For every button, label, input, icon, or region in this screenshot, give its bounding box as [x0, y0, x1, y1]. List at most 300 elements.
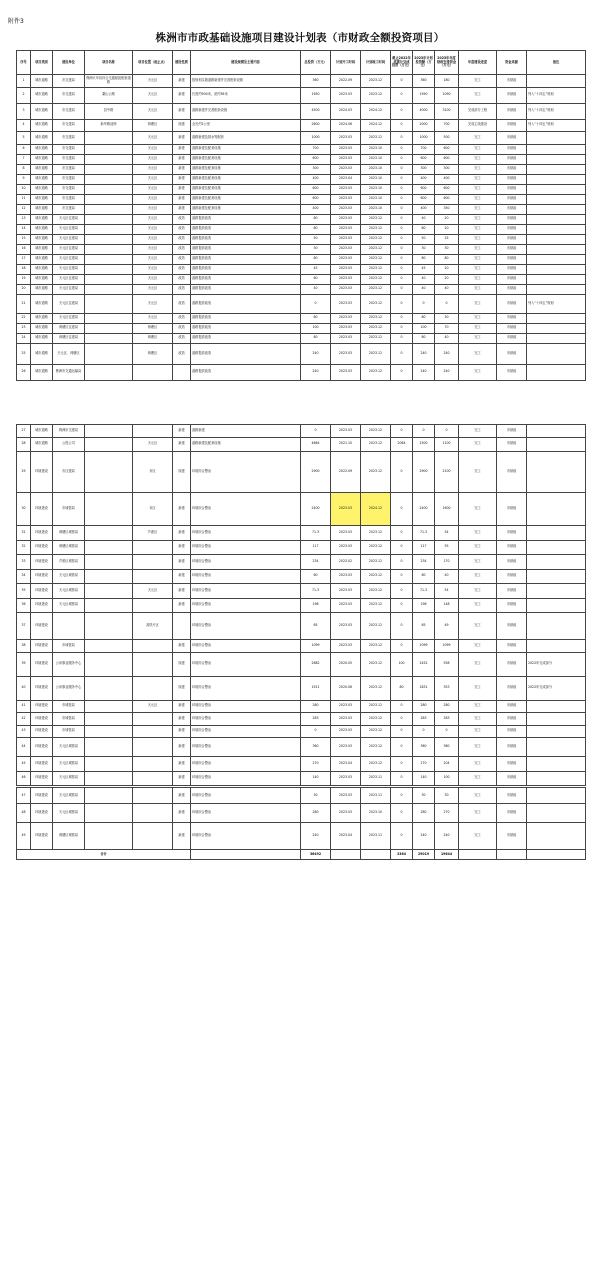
project-table-page-3: [16, 787, 586, 860]
table-cell: 天元区城管局: [53, 598, 85, 613]
table-cell: 公用事业服务中心: [53, 652, 85, 676]
table-cell: 41: [17, 700, 31, 713]
table-cell: 改造: [173, 244, 191, 254]
table-cell: 完工: [459, 569, 497, 584]
table-cell: [85, 214, 133, 224]
table-cell: 1600: [435, 493, 459, 526]
table-cell: 环境综合整治: [191, 584, 301, 599]
table-cell: 道路新建及配套设施: [191, 204, 301, 214]
header-cell: 项目位置（起止点）: [133, 51, 173, 75]
table-cell: 完工: [459, 700, 497, 713]
table-cell: 城市道路: [31, 164, 53, 174]
table-cell: [459, 850, 497, 860]
table-cell: 市交建局: [53, 75, 85, 88]
table-cell: [527, 713, 586, 726]
table-cell: 市财政: [497, 598, 527, 613]
table-cell: 市财政: [497, 224, 527, 234]
table-cell: 天元区: [133, 174, 173, 184]
table-cell: 道路提质改造: [191, 264, 301, 274]
table-cell: 240: [301, 364, 331, 380]
table-cell: 市交建局: [53, 204, 85, 214]
table-cell: 50: [413, 234, 435, 244]
table-cell: 2023.12: [361, 652, 391, 676]
table-row: [17, 584, 586, 599]
table-cell: 城市道路: [31, 224, 53, 234]
table-sheet-1: [16, 50, 585, 381]
table-cell: 280: [301, 700, 331, 713]
table-cell: [527, 540, 586, 555]
table-row: [17, 757, 586, 772]
table-cell: 2023.12: [361, 598, 391, 613]
table-cell: 360: [301, 738, 331, 757]
table-cell: 新建: [173, 194, 191, 204]
table-cell: 34: [17, 569, 31, 584]
table-cell: 道路提质改造: [191, 274, 301, 284]
table-cell: 新建: [173, 640, 191, 653]
table-cell: 市交建局: [53, 184, 85, 194]
table-cell: 0: [391, 526, 413, 541]
header-cell: 序号: [17, 51, 31, 75]
table-cell: 0: [391, 264, 413, 274]
table-cell: 市财政: [497, 313, 527, 323]
project-table-page-1: [16, 50, 586, 381]
table-cell: 80: [391, 676, 413, 700]
table-cell: 2023.03: [331, 184, 361, 194]
table-row: [17, 244, 586, 254]
table-row: [17, 700, 586, 713]
table-cell: 2023.11: [361, 823, 391, 850]
table-cell: 700: [413, 144, 435, 154]
table-cell: 2600: [301, 119, 331, 132]
table-cell: 300: [301, 164, 331, 174]
table-cell: 400: [413, 174, 435, 184]
table-cell: 0: [391, 224, 413, 234]
table-cell: 2023.03: [331, 164, 361, 174]
table-cell: 完工: [459, 640, 497, 653]
table-cell: 0: [391, 204, 413, 214]
total-row: [17, 850, 586, 860]
table-cell: 新建: [173, 555, 191, 570]
table-cell: [85, 452, 133, 493]
table-cell: [85, 700, 133, 713]
table-cell: 0: [391, 119, 413, 132]
table-cell: 环境建设: [31, 771, 53, 786]
table-cell: 2023.03: [331, 194, 361, 204]
table-cell: 公用事业服务中心: [53, 676, 85, 700]
header-cell: 项目类别: [31, 51, 53, 75]
table-cell: [133, 771, 173, 786]
table-cell: 城市道路: [31, 364, 53, 380]
table-cell: 完工: [459, 584, 497, 599]
table-cell: 完工: [459, 598, 497, 613]
table-cell: 天元区: [133, 204, 173, 214]
table-row: [17, 313, 586, 323]
table-cell: 31: [17, 526, 31, 541]
table-cell: 市财政: [497, 244, 527, 254]
table-cell: 2023.03: [331, 132, 361, 145]
table-cell: 14: [17, 224, 31, 234]
table-cell: 市区: [133, 452, 173, 493]
table-cell: [527, 284, 586, 294]
table-cell: 24: [17, 333, 31, 343]
table-cell: 新建: [173, 154, 191, 164]
table-cell: 0: [391, 132, 413, 145]
table-cell: 65: [413, 613, 435, 640]
table-row: [17, 569, 586, 584]
table-cell: 25: [17, 343, 31, 364]
table-cell: 43: [17, 725, 31, 738]
table-cell: 改造: [173, 343, 191, 364]
table-cell: 0: [435, 294, 459, 313]
table-cell: 360: [435, 738, 459, 757]
table-cell: 市交建局: [53, 132, 85, 145]
table-cell: 天元区: [133, 284, 173, 294]
table-cell: 完工: [459, 144, 497, 154]
table-cell: [527, 569, 586, 584]
table-cell: 180: [435, 75, 459, 88]
table-cell: 天元区: [133, 164, 173, 174]
table-cell: 2023.03: [331, 771, 361, 786]
table-cell: 道路新建及配套设施: [191, 194, 301, 204]
table-cell: 天元区住建局: [53, 234, 85, 244]
table-cell: [133, 738, 173, 757]
table-cell: 40: [413, 284, 435, 294]
header-cell: 备注: [527, 51, 586, 75]
table-cell: 80: [301, 224, 331, 234]
table-cell: 城市道路: [31, 274, 53, 284]
table-cell: 城市道路: [31, 214, 53, 224]
table-cell: 80: [413, 254, 435, 264]
table-cell: 道路提质改造: [191, 364, 301, 380]
table-cell: 54: [435, 526, 459, 541]
table-cell: 环境建设: [31, 640, 53, 653]
table-cell: 42: [17, 713, 31, 726]
table-cell: [527, 437, 586, 452]
table-cell: 80: [413, 313, 435, 323]
table-cell: 17: [17, 254, 31, 264]
table-cell: 天元区住建局: [53, 284, 85, 294]
table-row: [17, 224, 586, 234]
table-cell: 2900: [413, 452, 435, 493]
table-cell: [85, 154, 133, 164]
table-cell: 1099: [301, 640, 331, 653]
table-row: [17, 164, 586, 174]
table-cell: [527, 313, 586, 323]
table-cell: [85, 313, 133, 323]
table-cell: 21: [17, 294, 31, 313]
table-cell: 0: [391, 254, 413, 264]
table-cell: 2023.12: [361, 640, 391, 653]
table-row: [17, 333, 586, 343]
table-cell: 城市道路: [31, 294, 53, 313]
table-cell: 城市道路: [31, 254, 53, 264]
table-cell: 道路提质改造: [191, 333, 301, 343]
table-cell: 完工: [459, 738, 497, 757]
table-cell: 2023.12: [361, 244, 391, 254]
table-cell: [527, 598, 586, 613]
table-cell: 0: [391, 569, 413, 584]
table-cell: 列入“十四五”规划: [527, 103, 586, 119]
table-cell: 环境建设: [31, 676, 53, 700]
table-cell: 天元区住建局: [53, 313, 85, 323]
table-cell: 117: [301, 540, 331, 555]
table-cell: 80: [301, 214, 331, 224]
table-cell: 市交建局: [53, 164, 85, 174]
table-cell: [85, 738, 133, 757]
table-cell: [527, 823, 586, 850]
table-row: [17, 725, 586, 738]
table-cell: [527, 771, 586, 786]
table-cell: 市财政: [497, 333, 527, 343]
table-cell: [527, 757, 586, 772]
table-cell: 600: [301, 194, 331, 204]
header-cell: 计划开工时间: [331, 51, 361, 75]
table-cell: 天元区: [133, 437, 173, 452]
table-cell: 2023.03: [331, 526, 361, 541]
table-cell: 市财政: [497, 713, 527, 726]
table-cell: [527, 738, 586, 757]
table-cell: 城市道路: [31, 194, 53, 204]
table-cell: 700: [301, 144, 331, 154]
table-cell: 新建: [173, 713, 191, 726]
table-cell: 2023.12: [361, 87, 391, 103]
table-cell: 0: [391, 757, 413, 772]
table-cell: 完工: [459, 224, 497, 234]
table-cell: 350: [435, 204, 459, 214]
table-cell: 改造: [173, 264, 191, 274]
table-cell: 0: [391, 274, 413, 284]
table-cell: 市财政: [497, 264, 527, 274]
table-cell: 天元区住建局: [53, 254, 85, 264]
table-cell: 0: [391, 144, 413, 154]
table-cell: 天元区: [133, 87, 173, 103]
table-cell: 道路新建及排水等配套: [191, 132, 301, 145]
table-cell: 城市道路: [31, 174, 53, 184]
table-cell: 市财政: [497, 569, 527, 584]
header-cell: 计划竣工时间: [361, 51, 391, 75]
table-cell: 600: [413, 194, 435, 204]
table-cell: 10: [17, 184, 31, 194]
table-cell: 天元区城管局: [53, 804, 85, 823]
table-cell: 天元区: [133, 294, 173, 313]
table-cell: 2023.12: [361, 555, 391, 570]
table-cell: 240: [435, 823, 459, 850]
table-cell: 54: [435, 584, 459, 599]
table-cell: 完工: [459, 823, 497, 850]
table-cell: 2023.03: [331, 640, 361, 653]
table-cell: 1831: [413, 676, 435, 700]
table-row: [17, 540, 586, 555]
table-cell: 40: [435, 569, 459, 584]
table-cell: 2064: [391, 437, 413, 452]
table-cell: [527, 274, 586, 284]
table-cell: 2023.12: [361, 540, 391, 555]
table-cell: 市城管局: [53, 493, 85, 526]
table-cell: 2023.12: [361, 437, 391, 452]
table-cell: [527, 154, 586, 164]
table-cell: [85, 294, 133, 313]
table-cell: 0: [391, 244, 413, 254]
table-cell: 市财政: [497, 343, 527, 364]
table-cell: 市交建局: [53, 87, 85, 103]
table-cell: 270: [435, 804, 459, 823]
table-cell: 2023.11: [361, 788, 391, 804]
table-cell: 170: [435, 555, 459, 570]
table-cell: [133, 713, 173, 726]
table-row: [17, 598, 586, 613]
table-cell: 按规划实施道路新建并完善配套设施: [191, 75, 301, 88]
table-cell: 道路提质改造: [191, 214, 301, 224]
table-cell: 6: [17, 144, 31, 154]
table-cell: 400: [301, 174, 331, 184]
table-cell: 0: [391, 804, 413, 823]
table-cell: [361, 850, 391, 860]
table-cell: 环境建设: [31, 757, 53, 772]
table-cell: 2023.12: [361, 333, 391, 343]
table-cell: 完工: [459, 804, 497, 823]
table-cell: 3100: [435, 103, 459, 119]
table-row: [17, 804, 586, 823]
table-cell: 道路提质改造: [191, 294, 301, 313]
table-cell: 2023.10: [361, 194, 391, 204]
table-cell: 完工: [459, 204, 497, 214]
table-cell: 2023.10: [361, 804, 391, 823]
table-cell: 30: [301, 788, 331, 804]
table-cell: 2023.03: [331, 254, 361, 264]
table-cell: 2023.03: [331, 364, 361, 380]
table-cell: 2022年完成部分: [527, 676, 586, 700]
table-row: [17, 640, 586, 653]
table-row: [17, 788, 586, 804]
table-cell: [85, 652, 133, 676]
table-cell: 2452: [413, 652, 435, 676]
table-cell: 改造: [173, 234, 191, 244]
table-cell: 300: [435, 164, 459, 174]
table-cell: 改造: [173, 323, 191, 333]
table-row: [17, 343, 586, 364]
table-cell: 市财政: [497, 771, 527, 786]
table-cell: 市交建局: [53, 154, 85, 164]
table-cell: 县中路: [85, 103, 133, 119]
table-cell: 完工: [459, 284, 497, 294]
table-cell: [133, 569, 173, 584]
table-cell: 改造: [173, 224, 191, 234]
table-cell: 2023.04: [331, 823, 361, 850]
table-cell: 城市道路: [31, 204, 53, 214]
table-cell: 1099: [435, 640, 459, 653]
table-cell: 30: [435, 313, 459, 323]
table-cell: 环境建设: [31, 584, 53, 599]
table-cell: 9: [17, 174, 31, 184]
table-cell: 完工: [459, 343, 497, 364]
table-cell: [85, 584, 133, 599]
table-cell: [85, 555, 133, 570]
table-cell: 0: [391, 194, 413, 204]
table-cell: [85, 676, 133, 700]
table-cell: 市财政: [497, 364, 527, 380]
header-cell: 建设规模及主要内容: [191, 51, 301, 75]
table-cell: 完工: [459, 425, 497, 438]
table-cell: 市财政: [497, 234, 527, 244]
table-cell: 完工: [459, 788, 497, 804]
table-cell: 0: [391, 184, 413, 194]
table-cell: 280: [435, 700, 459, 713]
table-body-page-1: [17, 75, 586, 381]
table-cell: [85, 333, 133, 343]
table-cell: 完工: [459, 87, 497, 103]
table-cell: 0: [391, 640, 413, 653]
table-cell: 60: [413, 569, 435, 584]
table-cell: 18: [17, 264, 31, 274]
table-cell: 49: [435, 613, 459, 640]
table-cell: 新建: [173, 725, 191, 738]
table-cell: 400: [413, 204, 435, 214]
table-sheet-3: [16, 787, 585, 860]
table-cell: 完工: [459, 437, 497, 452]
table-cell: 环境综合整治: [191, 676, 301, 700]
table-cell: 360: [413, 75, 435, 88]
table-cell: 天元区: [133, 584, 173, 599]
table-row: [17, 676, 586, 700]
table-cell: 市交建局: [53, 174, 85, 184]
table-cell: 20: [435, 224, 459, 234]
table-cell: 环境综合整治: [191, 757, 301, 772]
table-cell: 35: [17, 584, 31, 599]
table-cell: 2023.03: [331, 284, 361, 294]
table-cell: [191, 850, 301, 860]
table-row: [17, 174, 586, 184]
table-cell: 2023.12: [361, 526, 391, 541]
table-cell: [527, 204, 586, 214]
table-cell: 0: [391, 75, 413, 88]
table-cell: 2023.10: [361, 144, 391, 154]
table-cell: 0: [413, 725, 435, 738]
table-cell: 天元区城管局: [53, 788, 85, 804]
table-cell: 1: [17, 75, 31, 88]
header-cell: 年度建设进度: [459, 51, 497, 75]
table-cell: 60: [301, 274, 331, 284]
table-cell: 市区: [133, 493, 173, 526]
table-cell: 道路提质改造: [191, 343, 301, 364]
table-cell: 2023.03: [331, 804, 361, 823]
table-cell: 全长约2公里: [191, 119, 301, 132]
table-cell: 700: [435, 119, 459, 132]
table-cell: 环境综合整治: [191, 652, 301, 676]
header-cell: 总投资（万元）: [301, 51, 331, 75]
table-cell: [133, 425, 173, 438]
table-cell: 环境综合整治: [191, 613, 301, 640]
table-cell: 完工: [459, 493, 497, 526]
table-cell: 完工: [459, 676, 497, 700]
table-cell: 40: [435, 333, 459, 343]
table-cell: 600: [435, 184, 459, 194]
document-title: 株洲市市政基础设施项目建设计划表（市财政全额投资项目）: [155, 32, 445, 44]
table-cell: 完工: [459, 254, 497, 264]
table-cell: 280: [413, 700, 435, 713]
table-cell: [173, 613, 191, 640]
table-cell: 600: [435, 154, 459, 164]
table-cell: 市城管局: [53, 725, 85, 738]
table-cell: 天元区: [133, 214, 173, 224]
table-cell: 株洲市交通运输局: [53, 364, 85, 380]
table-cell: 1100: [435, 437, 459, 452]
table-cell: 天元区: [133, 254, 173, 264]
table-cell: 市财政: [497, 526, 527, 541]
table-cell: [85, 244, 133, 254]
table-cell: 环境综合整治: [191, 804, 301, 823]
table-cell: 0: [391, 87, 413, 103]
table-row: [17, 526, 586, 541]
